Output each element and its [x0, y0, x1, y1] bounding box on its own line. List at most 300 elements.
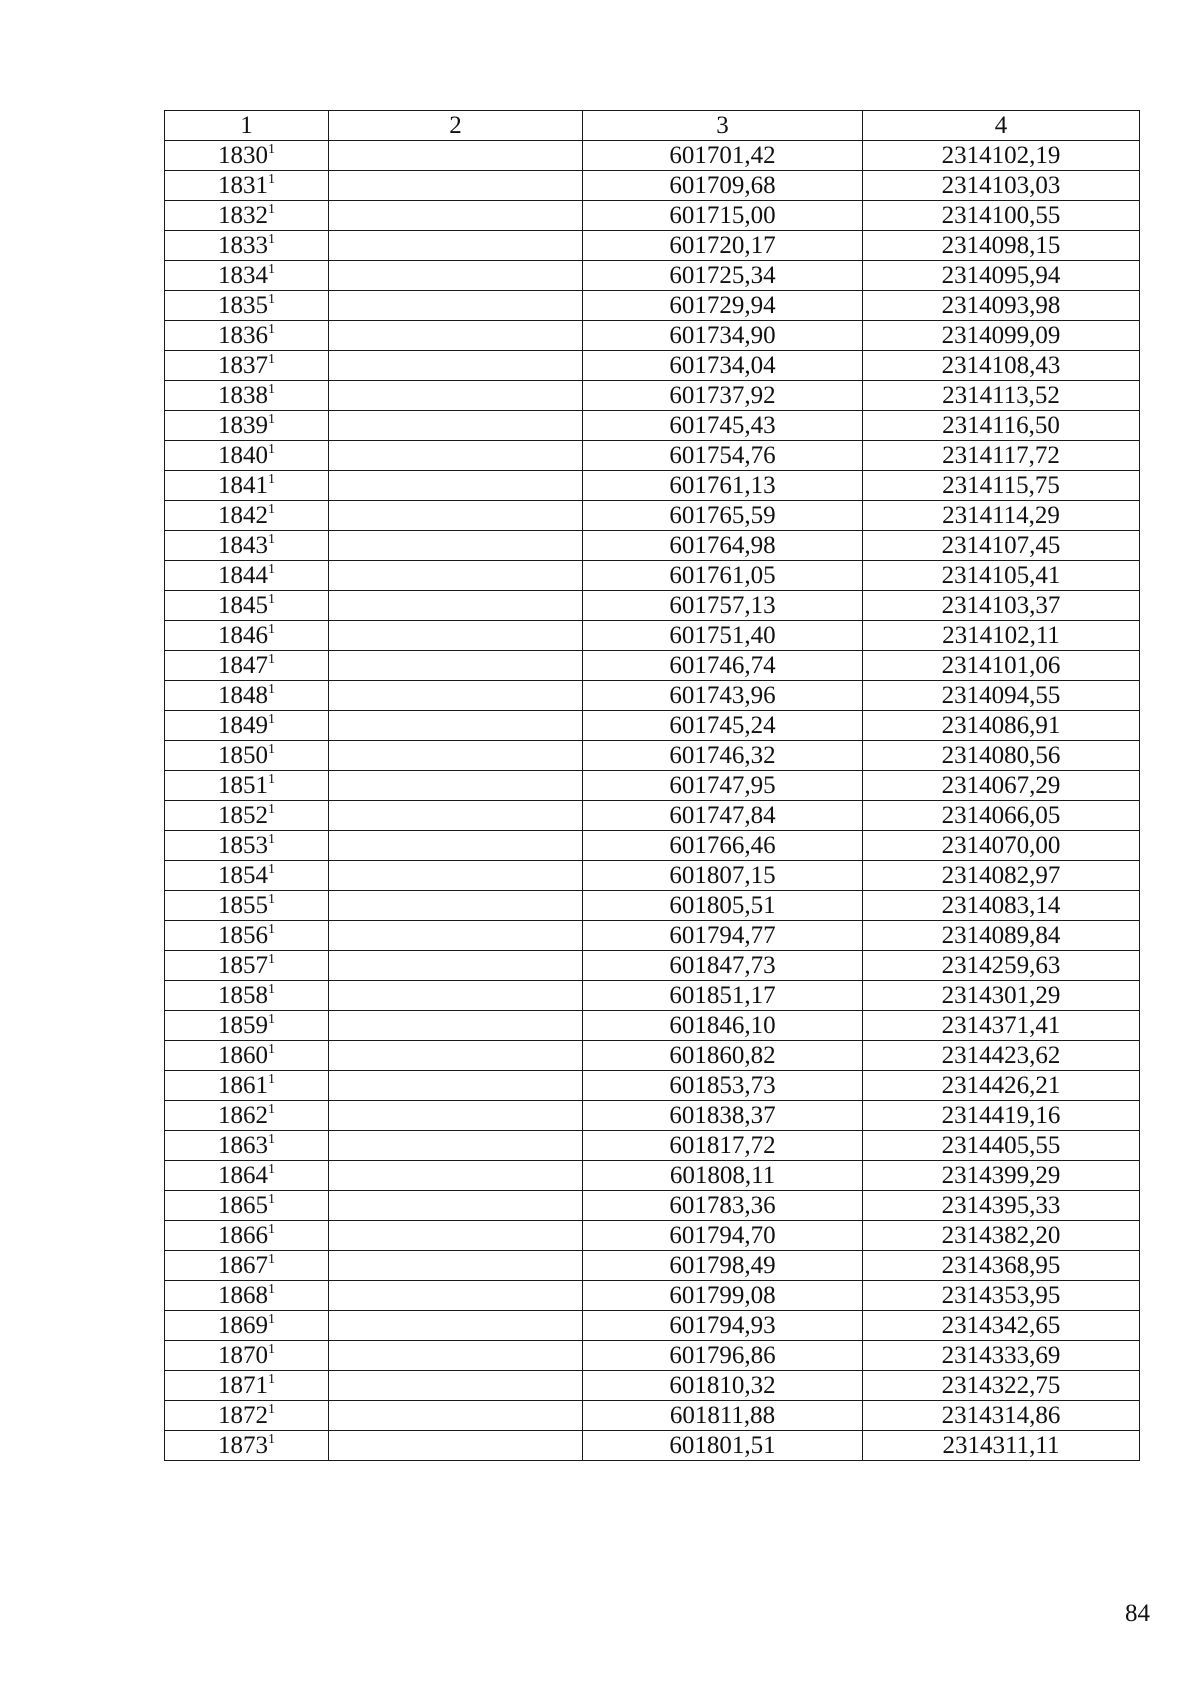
x-coordinate-cell: 601715,00 — [583, 201, 863, 231]
x-coordinate-cell: 601720,17 — [583, 231, 863, 261]
point-number-superscript: 1 — [268, 712, 275, 727]
column-2-cell — [329, 1041, 583, 1071]
column-2-cell — [329, 1131, 583, 1161]
point-number-superscript: 1 — [268, 952, 275, 967]
y-coordinate-cell: 2314395,33 — [863, 1191, 1140, 1221]
point-number-cell — [165, 771, 329, 801]
column-2-cell — [329, 1251, 583, 1281]
point-number-superscript: 1 — [268, 232, 275, 247]
table-row — [165, 741, 1140, 771]
x-coordinate-cell: 601783,36 — [583, 1191, 863, 1221]
column-2-cell — [329, 501, 583, 531]
column-2-cell — [329, 1401, 583, 1431]
point-number-cell — [165, 291, 329, 321]
point-number-cell — [165, 861, 329, 891]
point-number-cell — [165, 621, 329, 651]
table-row — [165, 381, 1140, 411]
table-row — [165, 921, 1140, 951]
x-coordinate-cell: 601801,51 — [583, 1431, 863, 1461]
point-number: 1832 — [218, 202, 268, 229]
point-number-superscript: 1 — [268, 412, 275, 427]
point-number: 1845 — [218, 592, 268, 619]
table-row — [165, 501, 1140, 531]
column-header-3: 3 — [583, 111, 863, 141]
point-number-superscript: 1 — [268, 202, 275, 217]
table-row — [165, 141, 1140, 171]
y-coordinate-cell: 2314382,20 — [863, 1221, 1140, 1251]
point-number-superscript: 1 — [268, 262, 275, 277]
x-coordinate-cell: 601725,34 — [583, 261, 863, 291]
point-number: 1852 — [218, 802, 268, 829]
y-coordinate-cell: 2314099,09 — [863, 321, 1140, 351]
y-coordinate-cell: 2314311,11 — [863, 1431, 1140, 1461]
column-2-cell — [329, 441, 583, 471]
x-coordinate-cell: 601743,96 — [583, 681, 863, 711]
point-number: 1838 — [218, 382, 268, 409]
point-number-cell — [165, 351, 329, 381]
x-coordinate-cell: 601805,51 — [583, 891, 863, 921]
table-row — [165, 1341, 1140, 1371]
point-number: 1854 — [218, 862, 268, 889]
x-coordinate-cell: 601745,24 — [583, 711, 863, 741]
point-number-cell — [165, 1041, 329, 1071]
point-number-superscript: 1 — [268, 772, 275, 787]
x-coordinate-cell: 601846,10 — [583, 1011, 863, 1041]
table-row — [165, 681, 1140, 711]
point-number-superscript: 1 — [268, 622, 275, 637]
point-number-cell — [165, 1161, 329, 1191]
point-number-superscript: 1 — [268, 1042, 275, 1057]
column-2-cell — [329, 291, 583, 321]
point-number-superscript: 1 — [268, 1342, 275, 1357]
point-number-cell — [165, 1191, 329, 1221]
column-2-cell — [329, 621, 583, 651]
y-coordinate-cell: 2314114,29 — [863, 501, 1140, 531]
point-number-superscript: 1 — [268, 292, 275, 307]
table-row — [165, 231, 1140, 261]
x-coordinate-cell: 601794,70 — [583, 1221, 863, 1251]
point-number-superscript: 1 — [268, 1192, 275, 1207]
point-number-superscript: 1 — [268, 652, 275, 667]
point-number-cell — [165, 741, 329, 771]
y-coordinate-cell: 2314100,55 — [863, 201, 1140, 231]
table-row — [165, 891, 1140, 921]
point-number: 1831 — [218, 172, 268, 199]
point-number-cell — [165, 981, 329, 1011]
column-2-cell — [329, 1191, 583, 1221]
y-coordinate-cell: 2314419,16 — [863, 1101, 1140, 1131]
y-coordinate-cell: 2314070,00 — [863, 831, 1140, 861]
table-row — [165, 351, 1140, 381]
y-coordinate-cell: 2314301,29 — [863, 981, 1140, 1011]
point-number: 1843 — [218, 532, 268, 559]
column-2-cell — [329, 711, 583, 741]
table-row — [165, 861, 1140, 891]
table-row — [165, 801, 1140, 831]
point-number-superscript: 1 — [268, 1072, 275, 1087]
point-number-superscript: 1 — [268, 532, 275, 547]
x-coordinate-cell: 601734,04 — [583, 351, 863, 381]
point-number-cell — [165, 231, 329, 261]
point-number-cell — [165, 1371, 329, 1401]
point-number-cell — [165, 711, 329, 741]
y-coordinate-cell: 2314101,06 — [863, 651, 1140, 681]
y-coordinate-cell: 2314082,97 — [863, 861, 1140, 891]
x-coordinate-cell: 601810,32 — [583, 1371, 863, 1401]
point-number-superscript: 1 — [268, 562, 275, 577]
x-coordinate-cell: 601811,88 — [583, 1401, 863, 1431]
point-number: 1853 — [218, 832, 268, 859]
column-2-cell — [329, 531, 583, 561]
y-coordinate-cell: 2314094,55 — [863, 681, 1140, 711]
point-number: 1857 — [218, 952, 268, 979]
point-number-superscript: 1 — [268, 322, 275, 337]
x-coordinate-cell: 601746,74 — [583, 651, 863, 681]
point-number-cell — [165, 681, 329, 711]
point-number: 1847 — [218, 652, 268, 679]
table-row — [165, 1011, 1140, 1041]
point-number: 1841 — [218, 472, 268, 499]
table-row — [165, 651, 1140, 681]
table-row — [165, 1161, 1140, 1191]
column-2-cell — [329, 381, 583, 411]
point-number-cell — [165, 801, 329, 831]
column-header-2: 2 — [329, 111, 583, 141]
column-2-cell — [329, 1371, 583, 1401]
table-row — [165, 711, 1140, 741]
point-number-superscript: 1 — [268, 382, 275, 397]
x-coordinate-cell: 601761,05 — [583, 561, 863, 591]
point-number-cell — [165, 891, 329, 921]
y-coordinate-cell: 2314314,86 — [863, 1401, 1140, 1431]
column-2-cell — [329, 141, 583, 171]
point-number: 1873 — [218, 1432, 268, 1459]
table-row — [165, 621, 1140, 651]
point-number-cell — [165, 381, 329, 411]
y-coordinate-cell: 2314083,14 — [863, 891, 1140, 921]
point-number-cell — [165, 1101, 329, 1131]
point-number-cell — [165, 831, 329, 861]
y-coordinate-cell: 2314108,43 — [863, 351, 1140, 381]
x-coordinate-cell: 601754,76 — [583, 441, 863, 471]
point-number: 1859 — [218, 1012, 268, 1039]
x-coordinate-cell: 601737,92 — [583, 381, 863, 411]
point-number-cell — [165, 531, 329, 561]
column-2-cell — [329, 861, 583, 891]
point-number-superscript: 1 — [268, 682, 275, 697]
point-number-cell — [165, 951, 329, 981]
point-number-superscript: 1 — [268, 922, 275, 937]
x-coordinate-cell: 601808,11 — [583, 1161, 863, 1191]
x-coordinate-cell: 601798,49 — [583, 1251, 863, 1281]
column-2-cell — [329, 1221, 583, 1251]
table-row — [165, 321, 1140, 351]
table-row — [165, 261, 1140, 291]
x-coordinate-cell: 601729,94 — [583, 291, 863, 321]
point-number: 1855 — [218, 892, 268, 919]
x-coordinate-cell: 601838,37 — [583, 1101, 863, 1131]
x-coordinate-cell: 601794,93 — [583, 1311, 863, 1341]
point-number: 1842 — [218, 502, 268, 529]
point-number-cell — [165, 1341, 329, 1371]
point-number: 1836 — [218, 322, 268, 349]
y-coordinate-cell: 2314322,75 — [863, 1371, 1140, 1401]
point-number: 1860 — [218, 1042, 268, 1069]
column-2-cell — [329, 801, 583, 831]
table-row — [165, 1251, 1140, 1281]
point-number: 1868 — [218, 1282, 268, 1309]
table-header-row — [165, 111, 1140, 141]
y-coordinate-cell: 2314102,11 — [863, 621, 1140, 651]
x-coordinate-cell: 601761,13 — [583, 471, 863, 501]
point-number-cell — [165, 501, 329, 531]
point-number-superscript: 1 — [268, 1012, 275, 1027]
column-2-cell — [329, 1161, 583, 1191]
point-number-cell — [165, 561, 329, 591]
table-row — [165, 831, 1140, 861]
point-number-cell — [165, 321, 329, 351]
y-coordinate-cell: 2314103,03 — [863, 171, 1140, 201]
table-row — [165, 201, 1140, 231]
y-coordinate-cell: 2314342,65 — [863, 1311, 1140, 1341]
x-coordinate-cell: 601765,59 — [583, 501, 863, 531]
x-coordinate-cell: 601853,73 — [583, 1071, 863, 1101]
column-2-cell — [329, 951, 583, 981]
point-number-superscript: 1 — [268, 982, 275, 997]
table-row — [165, 1191, 1140, 1221]
point-number-superscript: 1 — [268, 1402, 275, 1417]
table-row — [165, 411, 1140, 441]
point-number-superscript: 1 — [268, 502, 275, 517]
column-2-cell — [329, 771, 583, 801]
point-number-cell — [165, 1221, 329, 1251]
y-coordinate-cell: 2314067,29 — [863, 771, 1140, 801]
point-number-cell — [165, 1251, 329, 1281]
y-coordinate-cell: 2314086,91 — [863, 711, 1140, 741]
table-row — [165, 1281, 1140, 1311]
table-row — [165, 1131, 1140, 1161]
table-row — [165, 1101, 1140, 1131]
point-number-cell — [165, 651, 329, 681]
column-2-cell — [329, 1311, 583, 1341]
x-coordinate-cell: 601709,68 — [583, 171, 863, 201]
table-row — [165, 1371, 1140, 1401]
x-coordinate-cell: 601851,17 — [583, 981, 863, 1011]
point-number: 1846 — [218, 622, 268, 649]
column-header-1: 1 — [165, 111, 329, 141]
point-number-cell — [165, 141, 329, 171]
x-coordinate-cell: 601764,98 — [583, 531, 863, 561]
point-number: 1861 — [218, 1072, 268, 1099]
point-number: 1850 — [218, 742, 268, 769]
column-header-4: 4 — [863, 111, 1140, 141]
point-number: 1851 — [218, 772, 268, 799]
x-coordinate-cell: 601734,90 — [583, 321, 863, 351]
y-coordinate-cell: 2314102,19 — [863, 141, 1140, 171]
x-coordinate-cell: 601847,73 — [583, 951, 863, 981]
point-number-superscript: 1 — [268, 892, 275, 907]
point-number: 1872 — [218, 1402, 268, 1429]
point-number-cell — [165, 1011, 329, 1041]
point-number-cell — [165, 1071, 329, 1101]
point-number-superscript: 1 — [268, 1432, 275, 1447]
column-2-cell — [329, 1071, 583, 1101]
column-2-cell — [329, 1281, 583, 1311]
point-number-cell — [165, 261, 329, 291]
point-number-cell — [165, 441, 329, 471]
column-2-cell — [329, 351, 583, 381]
point-number-cell — [165, 411, 329, 441]
column-2-cell — [329, 171, 583, 201]
x-coordinate-cell: 601745,43 — [583, 411, 863, 441]
y-coordinate-cell: 2314405,55 — [863, 1131, 1140, 1161]
table-row — [165, 951, 1140, 981]
y-coordinate-cell: 2314066,05 — [863, 801, 1140, 831]
column-2-cell — [329, 1431, 583, 1461]
point-number-superscript: 1 — [268, 1222, 275, 1237]
y-coordinate-cell: 2314095,94 — [863, 261, 1140, 291]
point-number: 1848 — [218, 682, 268, 709]
y-coordinate-cell: 2314368,95 — [863, 1251, 1140, 1281]
point-number: 1858 — [218, 982, 268, 1009]
column-2-cell — [329, 921, 583, 951]
point-number: 1870 — [218, 1342, 268, 1369]
coordinates-table — [164, 110, 1140, 1461]
point-number: 1863 — [218, 1132, 268, 1159]
column-2-cell — [329, 741, 583, 771]
point-number: 1871 — [218, 1372, 268, 1399]
point-number: 1864 — [218, 1162, 268, 1189]
point-number-superscript: 1 — [268, 592, 275, 607]
table-row — [165, 981, 1140, 1011]
point-number-superscript: 1 — [268, 832, 275, 847]
y-coordinate-cell: 2314117,72 — [863, 441, 1140, 471]
y-coordinate-cell: 2314423,62 — [863, 1041, 1140, 1071]
column-2-cell — [329, 891, 583, 921]
point-number: 1844 — [218, 562, 268, 589]
table-row — [165, 1041, 1140, 1071]
x-coordinate-cell: 601807,15 — [583, 861, 863, 891]
point-number-cell — [165, 171, 329, 201]
column-2-cell — [329, 831, 583, 861]
point-number-superscript: 1 — [268, 862, 275, 877]
column-2-cell — [329, 471, 583, 501]
point-number-superscript: 1 — [268, 472, 275, 487]
column-2-cell — [329, 321, 583, 351]
point-number-cell — [165, 921, 329, 951]
point-number-superscript: 1 — [268, 1372, 275, 1387]
table-row — [165, 561, 1140, 591]
point-number-superscript: 1 — [268, 1132, 275, 1147]
table-row — [165, 771, 1140, 801]
point-number-superscript: 1 — [268, 1252, 275, 1267]
y-coordinate-cell: 2314399,29 — [863, 1161, 1140, 1191]
y-coordinate-cell: 2314080,56 — [863, 741, 1140, 771]
y-coordinate-cell: 2314426,21 — [863, 1071, 1140, 1101]
point-number: 1856 — [218, 922, 268, 949]
y-coordinate-cell: 2314113,52 — [863, 381, 1140, 411]
table-row — [165, 171, 1140, 201]
point-number-cell — [165, 471, 329, 501]
point-number: 1849 — [218, 712, 268, 739]
point-number: 1869 — [218, 1312, 268, 1339]
column-2-cell — [329, 1011, 583, 1041]
table-body — [165, 141, 1140, 1461]
point-number-superscript: 1 — [268, 142, 275, 157]
point-number-superscript: 1 — [268, 172, 275, 187]
column-2-cell — [329, 231, 583, 261]
table-row — [165, 591, 1140, 621]
point-number: 1840 — [218, 442, 268, 469]
point-number-cell — [165, 591, 329, 621]
x-coordinate-cell: 601746,32 — [583, 741, 863, 771]
point-number-superscript: 1 — [268, 742, 275, 757]
column-2-cell — [329, 411, 583, 441]
y-coordinate-cell: 2314333,69 — [863, 1341, 1140, 1371]
table-row — [165, 291, 1140, 321]
column-2-cell — [329, 561, 583, 591]
point-number: 1834 — [218, 262, 268, 289]
point-number: 1837 — [218, 352, 268, 379]
table-row — [165, 1431, 1140, 1461]
y-coordinate-cell: 2314259,63 — [863, 951, 1140, 981]
column-2-cell — [329, 981, 583, 1011]
y-coordinate-cell: 2314371,41 — [863, 1011, 1140, 1041]
y-coordinate-cell: 2314105,41 — [863, 561, 1140, 591]
table-row — [165, 1071, 1140, 1101]
table-row — [165, 1311, 1140, 1341]
page-number: 84 — [1125, 1600, 1150, 1627]
point-number-cell — [165, 1311, 329, 1341]
table-row — [165, 471, 1140, 501]
point-number-superscript: 1 — [268, 1312, 275, 1327]
point-number-superscript: 1 — [268, 802, 275, 817]
y-coordinate-cell: 2314089,84 — [863, 921, 1140, 951]
point-number: 1866 — [218, 1222, 268, 1249]
point-number-cell — [165, 201, 329, 231]
column-2-cell — [329, 1101, 583, 1131]
column-2-cell — [329, 1341, 583, 1371]
point-number-cell — [165, 1431, 329, 1461]
point-number: 1839 — [218, 412, 268, 439]
y-coordinate-cell: 2314353,95 — [863, 1281, 1140, 1311]
column-2-cell — [329, 261, 583, 291]
column-2-cell — [329, 651, 583, 681]
point-number: 1862 — [218, 1102, 268, 1129]
point-number-superscript: 1 — [268, 1102, 275, 1117]
x-coordinate-cell: 601794,77 — [583, 921, 863, 951]
x-coordinate-cell: 601817,72 — [583, 1131, 863, 1161]
x-coordinate-cell: 601860,82 — [583, 1041, 863, 1071]
x-coordinate-cell: 601747,84 — [583, 801, 863, 831]
column-2-cell — [329, 681, 583, 711]
x-coordinate-cell: 601757,13 — [583, 591, 863, 621]
point-number-cell — [165, 1401, 329, 1431]
y-coordinate-cell: 2314107,45 — [863, 531, 1140, 561]
point-number: 1833 — [218, 232, 268, 259]
column-2-cell — [329, 201, 583, 231]
point-number: 1865 — [218, 1192, 268, 1219]
x-coordinate-cell: 601747,95 — [583, 771, 863, 801]
table-row — [165, 1401, 1140, 1431]
x-coordinate-cell: 601766,46 — [583, 831, 863, 861]
point-number-superscript: 1 — [268, 1282, 275, 1297]
column-2-cell — [329, 591, 583, 621]
table-row — [165, 1221, 1140, 1251]
point-number: 1867 — [218, 1252, 268, 1279]
point-number-superscript: 1 — [268, 442, 275, 457]
y-coordinate-cell: 2314103,37 — [863, 591, 1140, 621]
